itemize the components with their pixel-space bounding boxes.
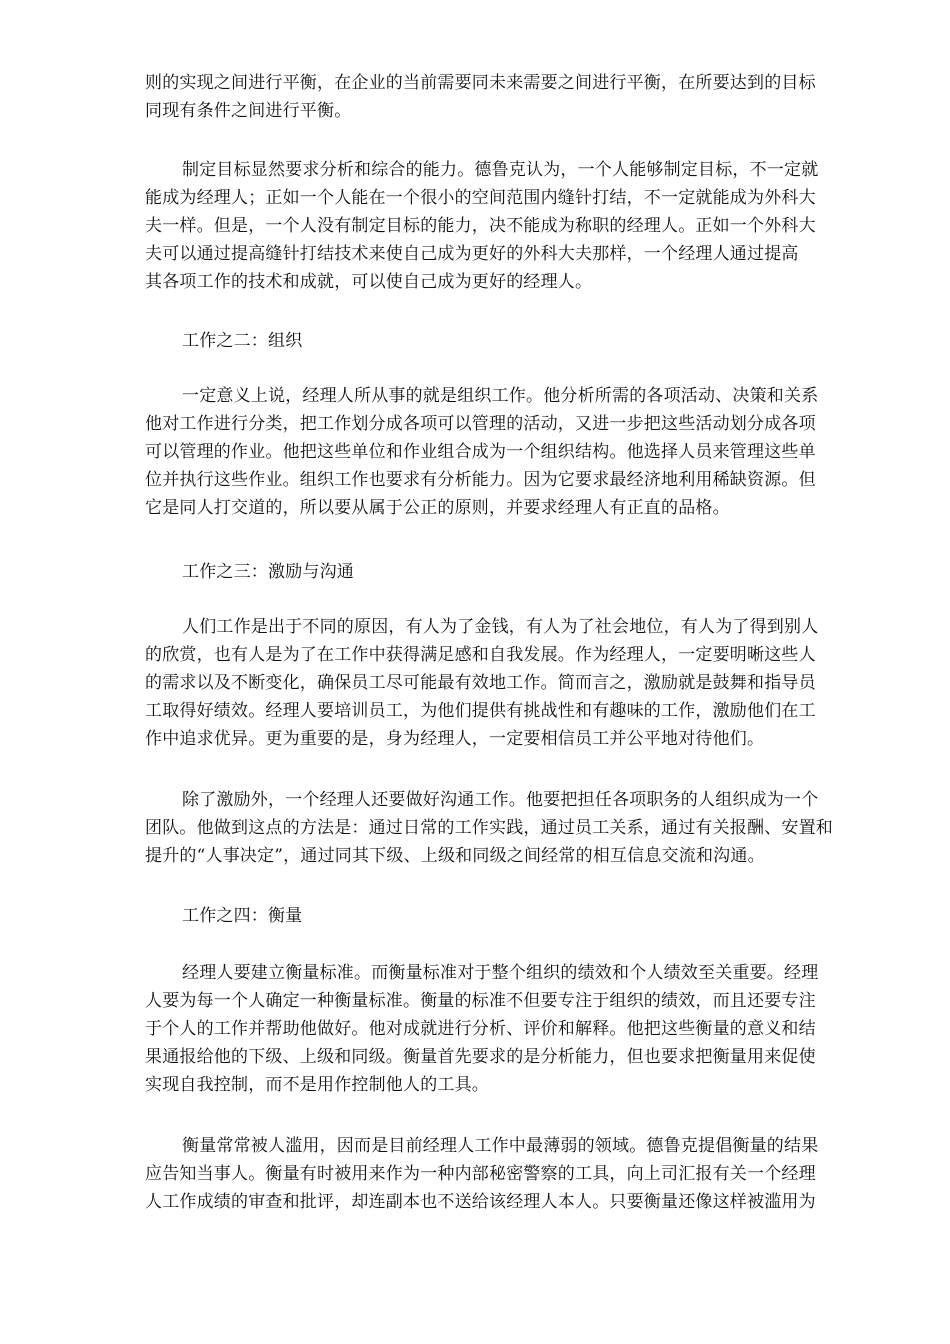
text-line: 人工作成绩的审查和批评，却连副本也不送给该经理人本人。只要衡量还像这样被滥用为 xyxy=(145,1192,816,1212)
text-line: 果通报给他的下级、上级和同级。衡量首先要求的是分析能力，但也要求把衡量用来促使 xyxy=(145,1047,816,1067)
text-line: 应告知当事人。衡量有时被用来作为一种内部秘密警察的工具，向上司汇报有关一个经理 xyxy=(145,1164,816,1184)
text-line: 一定意义上说，经理人所从事的就是组织工作。他分析所需的各项活动、决策和关系 xyxy=(182,386,819,406)
text-line: 提升的“人事决定”，通过同其下级、上级和同级之间经常的相互信息交流和沟通。 xyxy=(145,846,765,866)
text-line: 的需求以及不断变化，确保员工尽可能最有效地工作。简而言之，激励就是鼓舞和指导员 xyxy=(145,673,816,693)
text-line: 夫一样。但是，一个人没有制定目标的能力，决不能成为称职的经理人。正如一个外科大 xyxy=(145,216,816,236)
text-line: 同现有条件之间进行平衡。 xyxy=(145,101,352,121)
section-heading: 工作之三：激励与沟通 xyxy=(182,562,354,582)
text-line: 位并执行这些作业。组织工作也要求有分析能力。因为它要求最经济地利用稀缺资源。但 xyxy=(145,470,816,490)
text-line: 衡量常常被人滥用，因而是目前经理人工作中最薄弱的领域。德鲁克提倡衡量的结果 xyxy=(182,1136,819,1156)
text-line: 人们工作是出于不同的原因，有人为了金钱，有人为了社会地位，有人为了得到别人 xyxy=(182,617,819,637)
text-line: 除了激励外，一个经理人还要做好沟通工作。他要把担任各项职务的人组织成为一个 xyxy=(182,790,819,810)
text-line: 作中追求优异。更为重要的是，身为经理人，一定要相信员工并公平地对待他们。 xyxy=(145,729,765,749)
text-line: 工取得好绩效。经理人要培训员工，为他们提供有挑战性和有趣味的工作，激励他们在工 xyxy=(145,701,816,721)
text-line: 其各项工作的技术和成就，可以使自己成为更好的经理人。 xyxy=(145,272,593,292)
text-line: 于个人的工作并帮助他做好。他对成就进行分析、评价和解释。他把这些衡量的意义和结 xyxy=(145,1019,816,1039)
text-line: 团队。他做到这点的方法是：通过日常的工作实践，通过员工关系，通过有关报酬、安置和 xyxy=(145,818,833,838)
text-line: 他对工作进行分类，把工作划分成各项可以管理的活动，又进一步把这些活动划分成各项 xyxy=(145,414,816,434)
text-line: 的欣赏，也有人是为了在工作中获得满足感和自我发展。作为经理人，一定要明晰这些人 xyxy=(145,645,816,665)
text-line: 经理人要建立衡量标准。而衡量标准对于整个组织的绩效和个人绩效至关重要。经理 xyxy=(182,963,819,983)
section-heading: 工作之二：组织 xyxy=(182,331,303,351)
text-line: 则的实现之间进行平衡，在企业的当前需要同未来需要之间进行平衡，在所要达到的目标 xyxy=(145,73,816,93)
text-line: 可以管理的作业。他把这些单位和作业组合成为一个组织结构。他选择人员来管理这些单 xyxy=(145,442,816,462)
text-line: 实现自我控制，而不是用作控制他人的工具。 xyxy=(145,1075,489,1095)
text-line: 能成为经理人；正如一个人能在一个很小的空间范围内缝针打结，不一定就能成为外科大 xyxy=(145,188,816,208)
section-heading: 工作之四：衡量 xyxy=(182,906,303,926)
text-line: 制定目标显然要求分析和综合的能力。德鲁克认为，一个人能够制定目标，不一定就 xyxy=(182,160,819,180)
text-line: 人要为每一个人确定一种衡量标准。衡量的标准不但要专注于组织的绩效，而且还要专注 xyxy=(145,991,816,1011)
text-line: 夫可以通过提高缝针打结技术来使自己成为更好的外科大夫那样，一个经理人通过提高 xyxy=(145,244,799,264)
text-line: 它是同人打交道的，所以要从属于公正的原则，并要求经理人有正直的品格。 xyxy=(145,498,730,518)
